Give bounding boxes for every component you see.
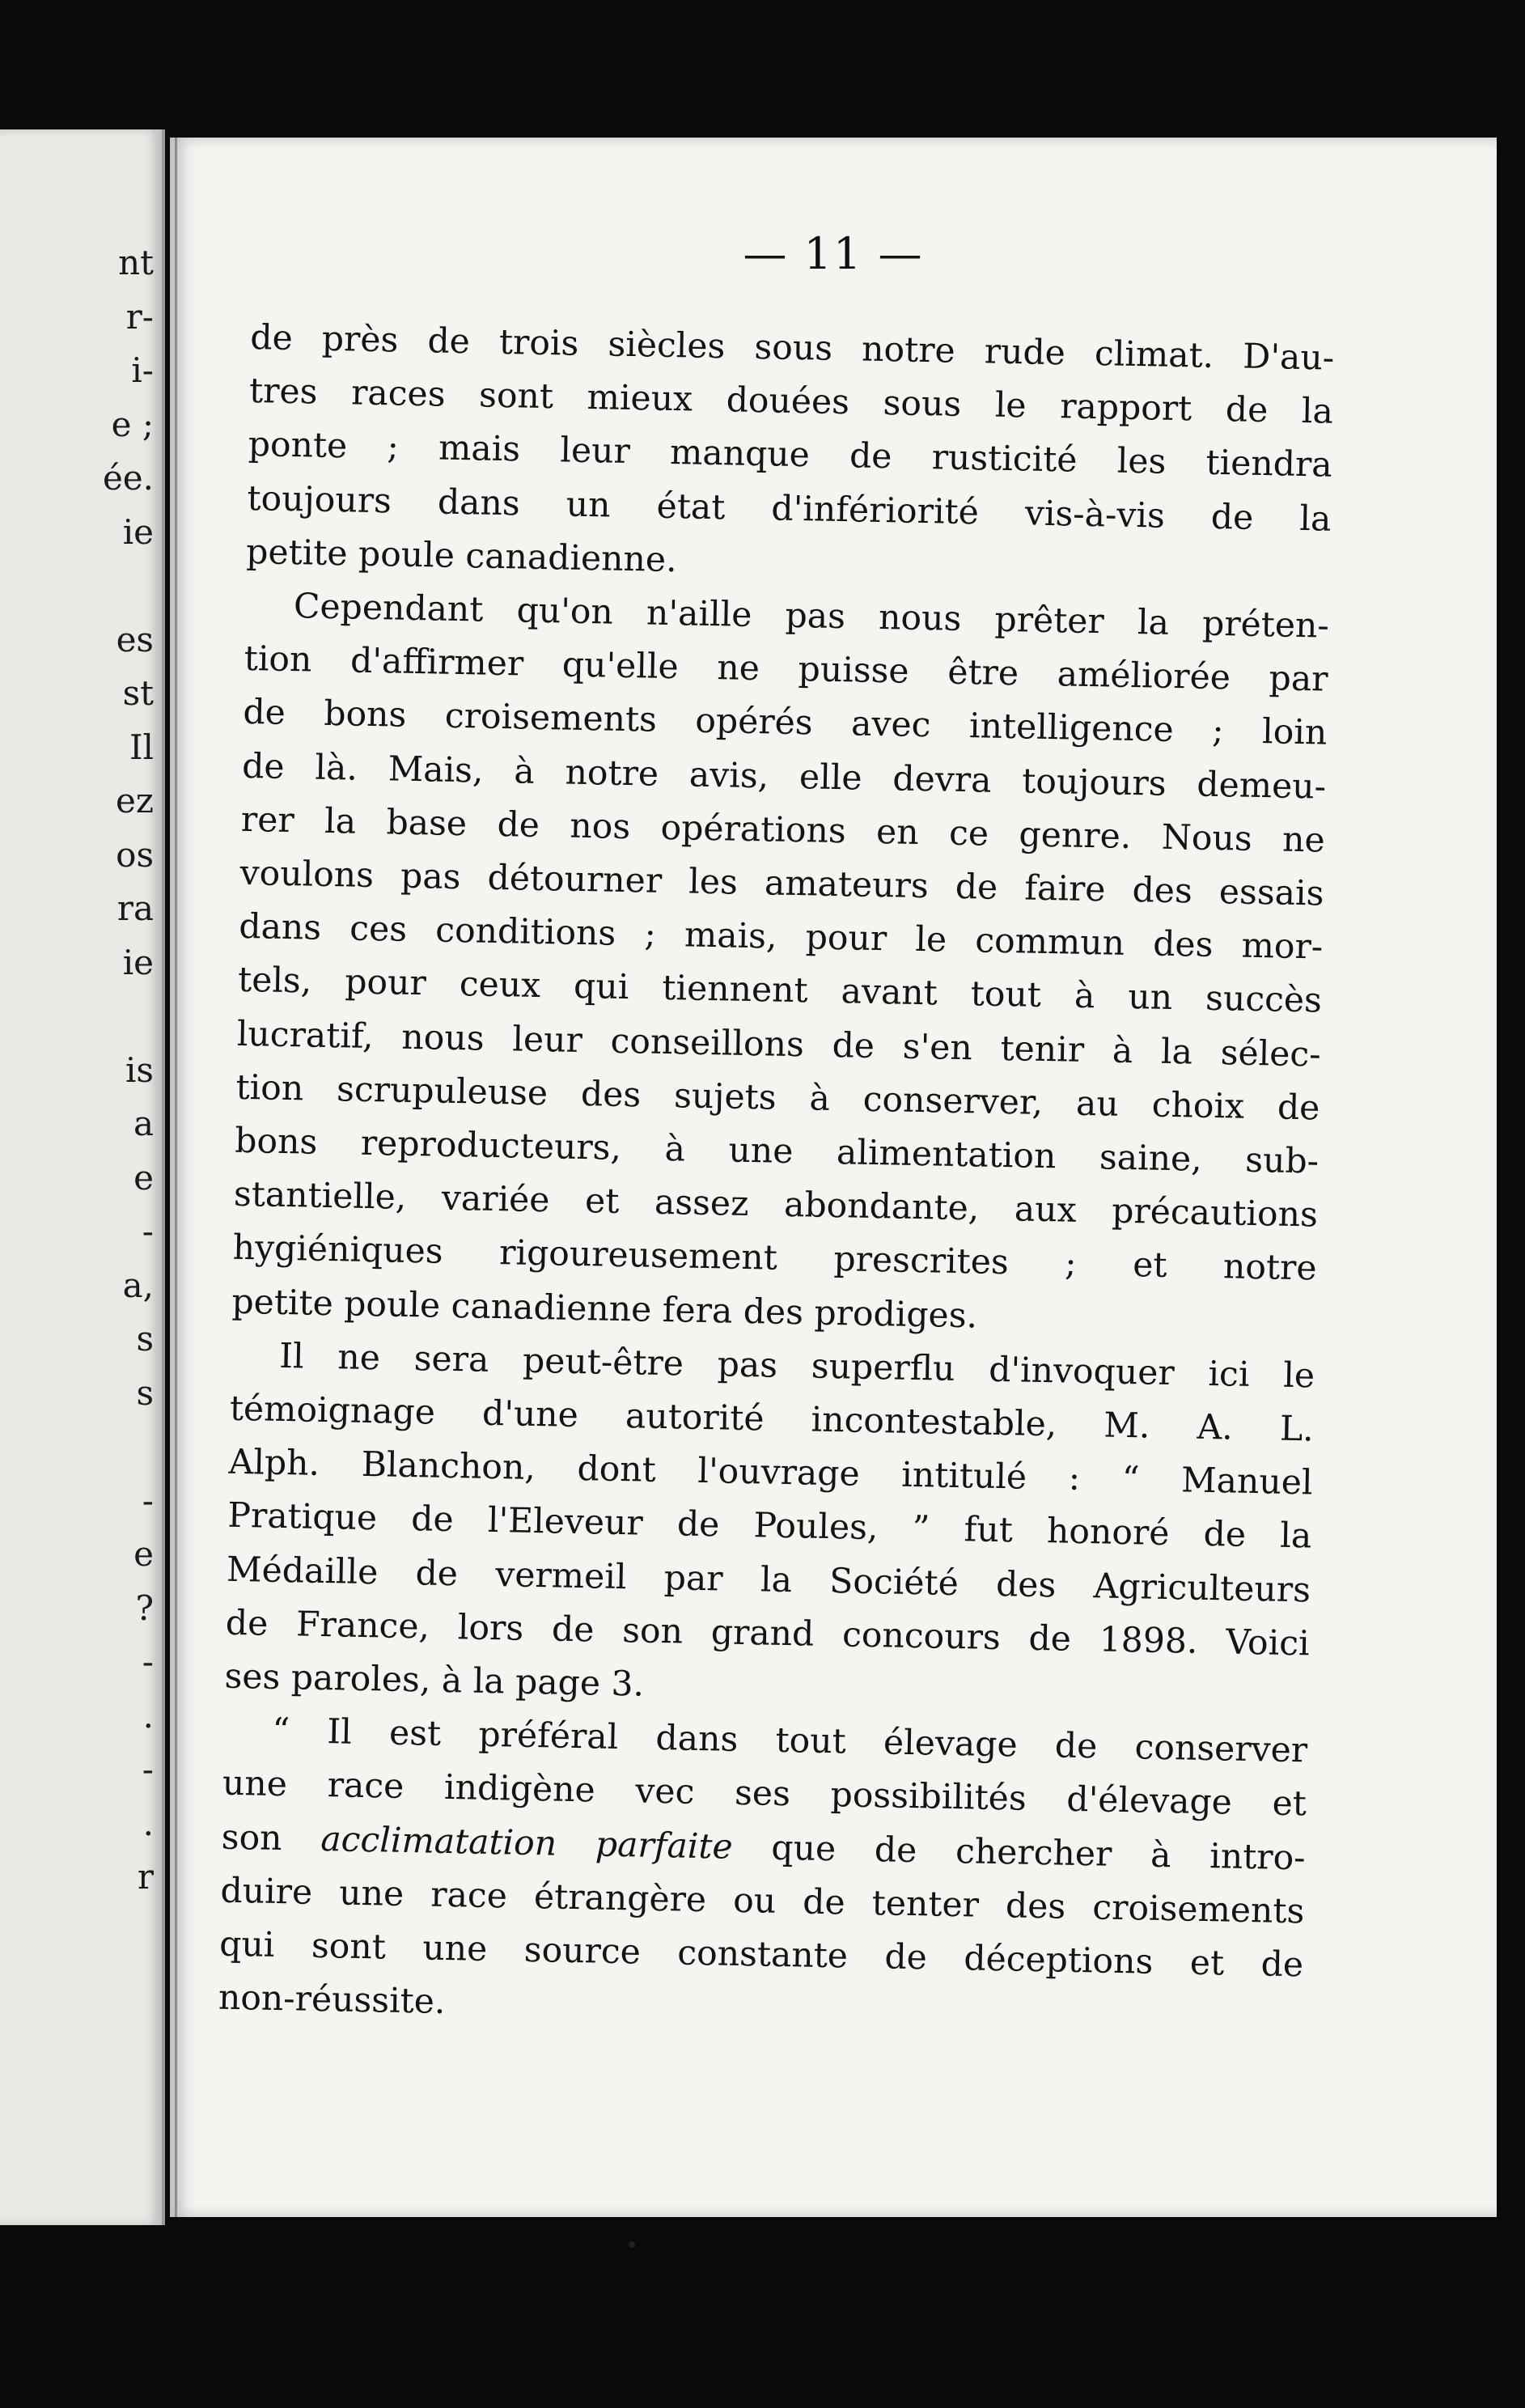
- left-page-text-fragment: e ;: [111, 404, 154, 444]
- text-line: ses paroles, à la page 3.: [224, 1656, 645, 1705]
- italic-emphasis: acclimatation parfaite: [320, 1819, 734, 1867]
- text-line: tres races sont mieux douées sous le rapport de la: [248, 371, 1334, 432]
- left-page-text-fragment: is: [125, 1049, 154, 1090]
- left-page-text-fragment: Il: [129, 727, 154, 767]
- text-line: tion scrupuleuse des sujets à conserver, au choix de: [235, 1067, 1320, 1129]
- left-page-text-fragment: es: [116, 619, 154, 659]
- text-line: qui sont une source constante de déceptions et de: [218, 1924, 1304, 1986]
- text-line: Pratique de l'Eleveur de Poules, ” fut honoré de la: [227, 1496, 1312, 1557]
- left-page-text-fragment: ra: [116, 888, 154, 928]
- book-page: [170, 138, 1497, 2217]
- left-page-text-fragment: .: [142, 1695, 154, 1736]
- text-line: Alph. Blanchon, dont l'ouvrage intitulé : “ Manuel: [228, 1443, 1313, 1503]
- left-page-text-fragment: -: [142, 1480, 154, 1520]
- paragraph-4-quotation: [218, 1704, 1307, 2046]
- left-page-text-fragment: r-: [125, 296, 154, 337]
- text-line: rer la base de nos opérations en ce genre. Nous ne: [240, 799, 1326, 861]
- text-run: que de chercher à intro-: [732, 1827, 1307, 1879]
- left-page-text-fragment: -: [142, 1749, 154, 1789]
- left-page-text-fragment: e: [133, 1157, 154, 1198]
- left-page-text-fragment: ie: [122, 511, 154, 552]
- text-line: de près de trois siècles sous notre rude climat. D'au-: [249, 317, 1335, 379]
- left-page-edge: [0, 129, 165, 2225]
- left-page-text-fragment: ?: [135, 1588, 154, 1628]
- left-page-text-fragment: i-: [131, 350, 154, 390]
- text-line: ponte ; mais leur manque de rusticité les tiendra: [248, 425, 1333, 486]
- text-line: toujours dans un état d'infériorité vis-à-vis de la: [247, 478, 1332, 540]
- paragraph-2: [231, 579, 1330, 1350]
- left-page-text-fragment: nt: [118, 243, 154, 282]
- left-page-text-fragment: -: [142, 1211, 154, 1251]
- page-number: — 11 —: [743, 228, 924, 279]
- text-line: de bons croisements opérés avec intelligence ; loin: [243, 693, 1328, 754]
- text-line: “ Il est préféral dans tout élevage de conserver: [271, 1711, 1308, 1771]
- left-page-text-fragment: st: [122, 673, 154, 713]
- text-line: Médaille de vermeil par la Société des Agriculteurs: [226, 1550, 1311, 1611]
- left-page-text-fragment: ez: [116, 781, 154, 820]
- text-line: de là. Mais, à notre avis, elle devra toujours demeu-: [241, 746, 1327, 808]
- text-run: son: [221, 1817, 321, 1859]
- ink-speck: [629, 2241, 635, 2248]
- text-line: duire une race étrangère ou de tenter des croisements: [220, 1871, 1305, 1932]
- text-line: bons reproducteurs, à une alimentation saine, sub-: [234, 1121, 1320, 1182]
- text-line: voulons pas détourner les amateurs de faire des essais: [239, 853, 1324, 914]
- text-line: témoignage d'une autorité incontestable, M. A. L.: [229, 1388, 1315, 1450]
- text-line: stantielle, variée et assez abondante, aux précautions: [233, 1175, 1319, 1236]
- left-page-text-fragment: a: [133, 1104, 154, 1143]
- text-line: non-réussite.: [218, 1978, 446, 2023]
- left-page-text-fragment: ée.: [102, 458, 154, 498]
- left-page-text-fragment: e: [133, 1534, 154, 1574]
- left-page-text-fragment: a,: [122, 1265, 154, 1305]
- paragraph-1: [246, 312, 1335, 600]
- left-page-text-fragment: r: [137, 1857, 154, 1897]
- text-line: petite poule canadienne fera des prodiges.: [231, 1282, 978, 1337]
- left-page-text-fragment: os: [116, 834, 154, 875]
- left-page-text-fragment: s: [136, 1372, 154, 1413]
- text-line: une race indigène vec ses possibilités d'élevage et: [222, 1764, 1307, 1825]
- text-line: petite poule canadienne.: [245, 532, 678, 580]
- page-body-text: [218, 312, 1334, 2046]
- left-page-text-fragment: .: [142, 1803, 154, 1843]
- text-line: tels, pour ceux qui tiennent avant tout à un succès: [237, 960, 1323, 1022]
- text-line: Cependant qu'on n'aille pas nous prêter la préten-: [293, 587, 1330, 647]
- text-line: de France, lors de son grand concours de 1898. Voici: [225, 1603, 1311, 1664]
- left-page-text-fragment: -: [142, 1642, 154, 1681]
- page-gutter-line: [175, 138, 177, 2217]
- paragraph-3: [224, 1329, 1315, 1725]
- text-line: dans ces conditions ; mais, pour le commun des mor-: [238, 907, 1324, 968]
- text-line: Il ne sera peut-être pas superflu d'invoquer ici le: [278, 1336, 1315, 1397]
- text-line: lucratif, nous leur conseillons de s'en tenir à la sélec-: [236, 1014, 1322, 1075]
- left-page-text-fragment: s: [136, 1319, 154, 1359]
- text-line: tion d'affirmer qu'elle ne puisse être améliorée par: [244, 639, 1328, 700]
- text-line: hygiéniques rigoureusement prescrites ; et notre: [232, 1228, 1317, 1289]
- left-page-text-fragment: ie: [122, 942, 154, 982]
